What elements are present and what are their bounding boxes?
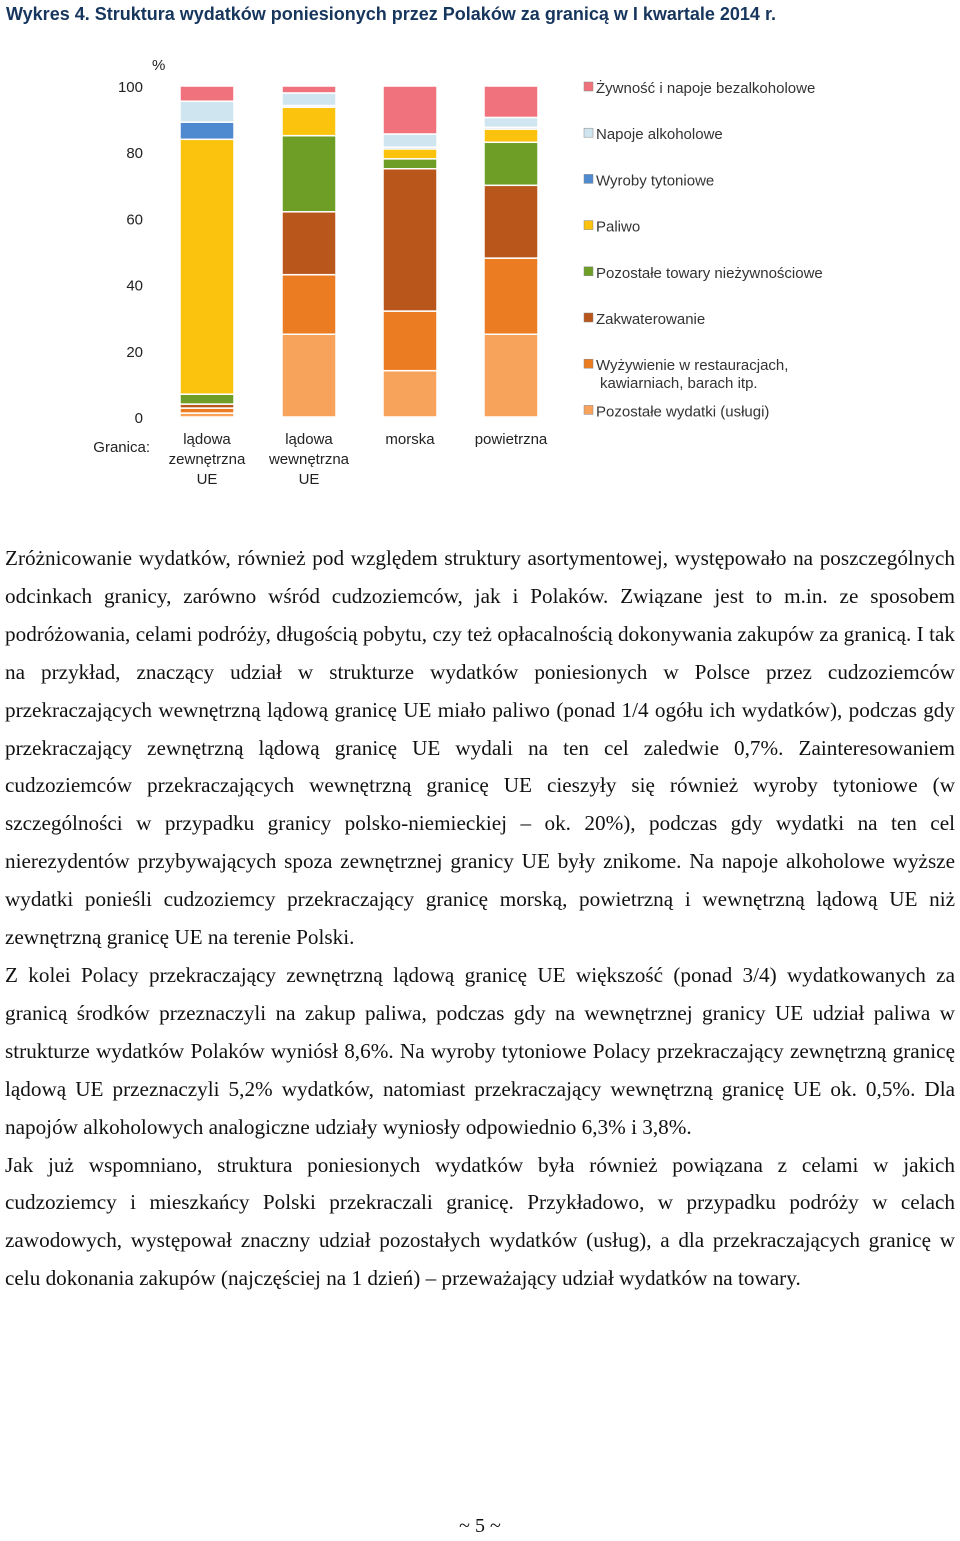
bar-segment — [282, 212, 336, 275]
y-tick-label: 20 — [126, 343, 143, 361]
chart-title: Wykres 4. Struktura wydatków poniesionych przez Polaków za granicą w I kwartale 2014 r. — [6, 4, 776, 24]
legend-label: Zakwaterowanie — [596, 311, 706, 328]
legend-swatch — [584, 405, 593, 414]
bar-segment — [282, 334, 336, 417]
legend-swatch — [584, 267, 593, 276]
bar-segment — [180, 394, 234, 404]
bar-segment — [180, 122, 234, 139]
legend-swatch — [584, 82, 593, 91]
y-tick-label: 0 — [134, 410, 143, 427]
category-label: wewnętrzna — [268, 451, 350, 468]
y-tick-label: 60 — [126, 211, 143, 229]
bar-segment — [282, 93, 336, 106]
bar-segment — [180, 101, 234, 122]
legend-label: Pozostałe towary nieżywnościowe — [596, 264, 823, 282]
bar-segment — [484, 142, 538, 185]
legend-label: Paliwo — [596, 218, 641, 236]
stacked-bar-chart — [0, 30, 960, 500]
bar-segment — [383, 149, 437, 159]
bar-segment — [282, 136, 336, 212]
legend-swatch — [584, 174, 593, 183]
page-number: ~ 5 ~ — [459, 1515, 501, 1537]
category-label: zewnętrzna — [168, 451, 246, 468]
legend-label: Wyroby tytoniowe — [596, 172, 715, 190]
bar-segment — [282, 275, 336, 335]
category-label: powietrzna — [474, 431, 548, 448]
bar-segment — [180, 86, 234, 101]
category-label: morska — [385, 431, 435, 448]
bar-segment — [484, 185, 538, 258]
legend-label: Wyżywienie w restauracjach, — [596, 357, 789, 375]
legend-swatch — [584, 313, 593, 322]
legend-label: Napoje alkoholowe — [596, 126, 723, 144]
bar-segment — [484, 129, 538, 142]
bar-segment — [484, 258, 538, 334]
category-label: lądowa — [183, 431, 231, 448]
bar-segment — [282, 86, 336, 93]
bar-segment — [383, 86, 437, 134]
legend-label: Żywność i napoje bezalkoholowe — [596, 80, 816, 97]
legend-label: Pozostałe wydatki (usługi) — [596, 403, 770, 421]
bar-segment — [484, 86, 538, 117]
legend-label: kawiarniach, barach itp. — [600, 375, 758, 393]
category-axis-label: Granica: — [93, 439, 150, 456]
y-tick-label: 100 — [117, 79, 143, 96]
paragraph: Z kolei Polacy przekraczający zewnętrzną lądową granicę UE większość (ponad 3/4) wydatkowanych za granicą środków przeznaczyli na zakup paliwa, podczas gdy na wewnętrznej granicy UE udział paliwa w strukturze wydatków Polaków wyniósł 8,6%. Na wyroby tytoniowe Polacy przekraczający zewnętrzną granicę lądową UE przeznaczyli 5,2% wydatków, natomiast przekraczający wewnętrzną granicę UE ok. 0,5%. Dla napojów alkoholowych analogiczne udziały wyniosły odpowiednio 6,3% i 3,8%. — [5, 962, 955, 1139]
bar-segment — [484, 117, 538, 127]
bar-segment — [383, 159, 437, 169]
y-tick-label: 80 — [126, 145, 143, 163]
bar-segment — [383, 169, 437, 311]
y-axis-unit: % — [152, 57, 166, 74]
legend-swatch — [584, 128, 593, 137]
category-label: UE — [196, 471, 218, 488]
bar-segment — [383, 134, 437, 147]
bar-segment — [282, 107, 336, 135]
bar-segment — [383, 371, 437, 417]
category-label: lądowa — [285, 431, 333, 448]
legend-swatch — [584, 359, 593, 368]
bar-segment — [180, 139, 234, 394]
legend-swatch — [584, 221, 593, 230]
category-label: UE — [298, 471, 320, 488]
paragraph: Zróżnicowanie wydatków, również pod względem struktury asortymentowej, występowało na poszczególnych odcinkach granicy, zarówno wśród cudzoziemców, jak i Polaków. Związane jest to m.in. ze sposobem podróżowania, celami podróży, długością pobytu, czy też opłacalnością dokonywania zakupów za granicą. I tak na przykład, znaczący udział w strukturze wydatków poniesionych w Polsce przez cudzoziemców przekraczających wewnętrzną lądową granicę UE miało paliwo (ponad 1/4 ogółu ich wydatków), podczas gdy przekraczający zewnętrzną lądową granicę UE wydali na ten cel zaledwie 0,7%. Zainteresowaniem cudzoziemców przekraczających wewnętrzną granicę UE cieszyły się również wyroby tytoniowe (w szczególności w przypadku granicy polsko-niemieckiej – ok. 20%), podczas gdy wydatki na ten cel nierezydentów przybywających spoza zewnętrznej granicy UE były znikome. Na napoje alkoholowe wyższe wydatki ponieśli cudzoziemcy przekraczający granicę morską, powietrzną i wewnętrzną lądową UE niż zewnętrzną granicę UE na terenie Polski. — [5, 546, 955, 950]
body-text — [5, 540, 955, 1298]
bar-segment — [383, 311, 437, 371]
paragraph: Jak już wspomniano, struktura poniesionych wydatków była również powiązana z celami w jakich cudzoziemcy i mieszkańcy Polski przekraczali granicę. Przykładowo, w przypadku podróży w celach zawodowych, występował znaczny udział pozostałych wydatków (usług), a dla przekraczających granicę w celu dokonania zakupów (najczęściej na 1 dzień) – przeważający udział wydatków na towary. — [5, 1152, 955, 1291]
y-tick-label: 40 — [126, 277, 143, 295]
bar-segment — [484, 334, 538, 417]
